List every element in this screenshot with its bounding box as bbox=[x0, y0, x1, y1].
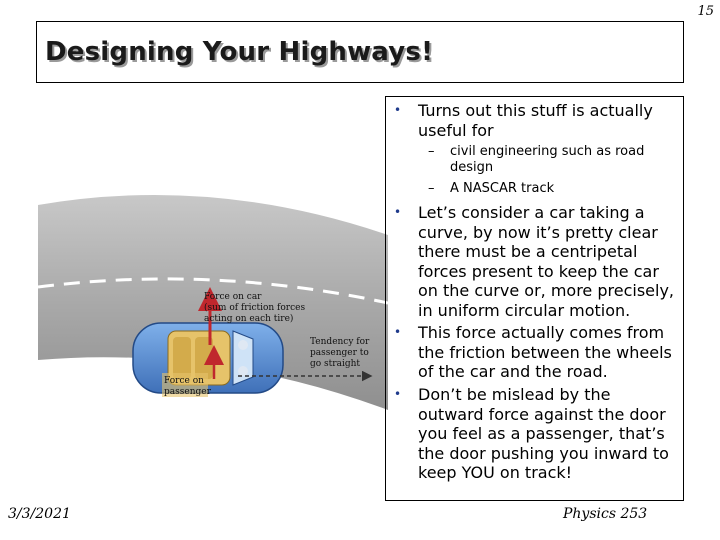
bullet-marker: • bbox=[394, 205, 402, 219]
label-force-on-car: Force on car (sum of friction forces acting on each tire) bbox=[204, 292, 306, 324]
label-force-on-passenger: Force on passenger bbox=[164, 376, 211, 397]
bullet-marker: • bbox=[394, 103, 402, 117]
label-tendency: Tendency for passenger to go straight bbox=[310, 337, 370, 369]
bullet-text: Don’t be mislead by the outward force against the door you feel as a passenger, that’s the door pushing you inward to keep YOU on track! bbox=[418, 385, 669, 482]
dash-marker: – bbox=[428, 181, 435, 196]
bullet-text: Let’s consider a car taking a curve, by now it’s pretty clear there must be a centripetal forces present to keep the car on the curve or, more precisely, in uniform circular motion. bbox=[418, 203, 674, 320]
title-box bbox=[36, 21, 684, 83]
bullet-text: This force actually comes from the friction between the wheels of the car and the road. bbox=[418, 323, 672, 381]
content-text-box bbox=[385, 96, 684, 501]
bullet-marker: • bbox=[394, 387, 402, 401]
slide-title: Designing Your Highways! bbox=[45, 37, 434, 67]
subitem-text: A NASCAR track bbox=[450, 181, 555, 196]
subitem-text: civil engineering such as road design bbox=[450, 144, 645, 175]
dash-marker: – bbox=[428, 144, 435, 159]
footer-date: 3/3/2021 bbox=[8, 506, 71, 522]
bullet-marker: • bbox=[394, 325, 402, 339]
slide-number: 15 bbox=[697, 4, 714, 19]
car-on-curve-figure bbox=[38, 195, 388, 410]
footer-course: Physics 253 bbox=[563, 506, 648, 522]
bullet-text: Turns out this stuff is actually useful for bbox=[418, 101, 653, 140]
